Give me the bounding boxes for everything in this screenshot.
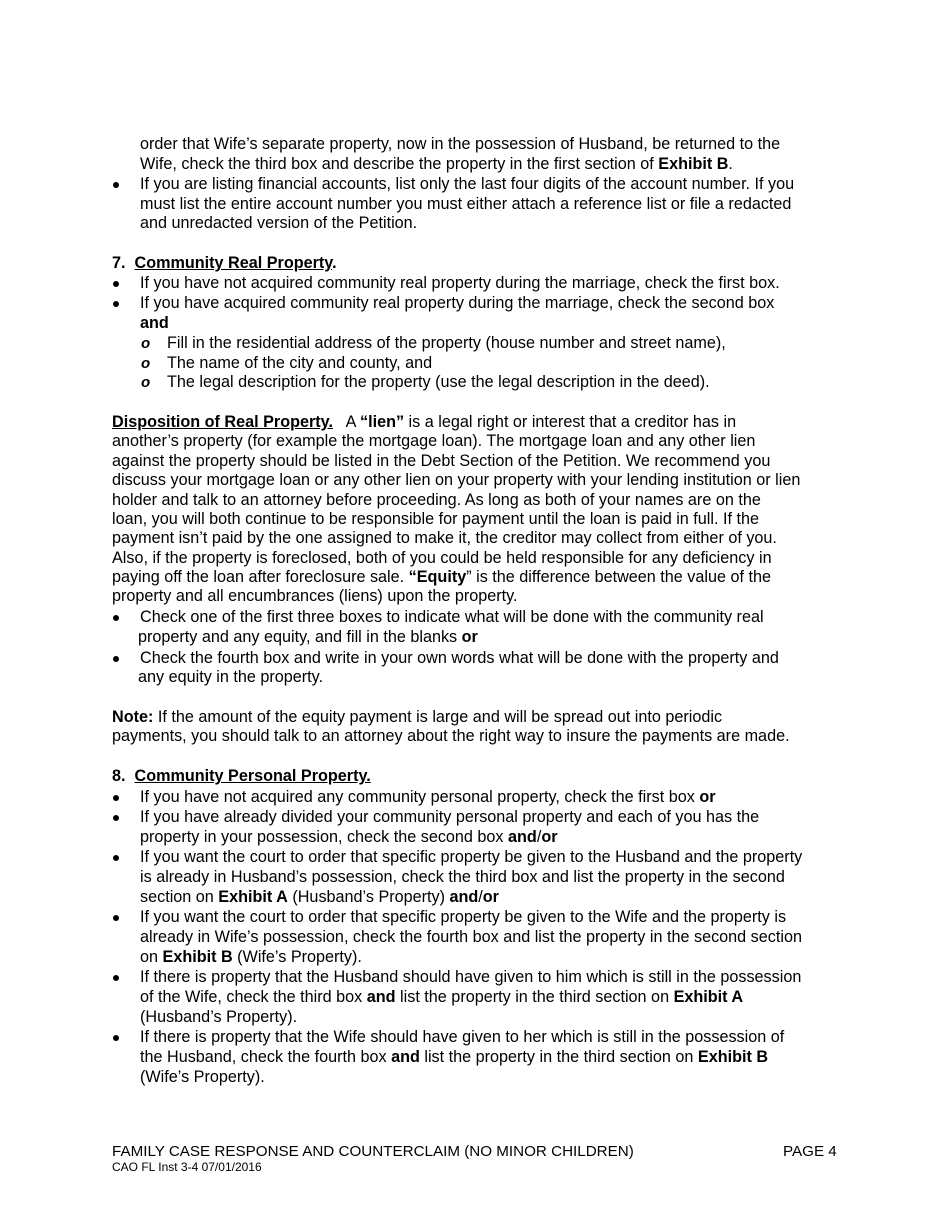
section8-bullet-4-line-1: If you want the court to order that specific property be given to the Wife and the property is <box>140 908 787 926</box>
disposition-bullet-1-line-2: property and any equity, and fill in the blanks or <box>138 628 478 646</box>
sub-bullet-icon: o <box>141 374 151 391</box>
section8-bullet-6-line-2: the Husband, check the fourth box and list the property in the third section on Exhibit B <box>140 1048 769 1066</box>
section8-bullet-5-line-3: (Husband’s Property). <box>140 1008 298 1026</box>
disposition-bullet-2-line-2: any equity in the property. <box>138 668 324 686</box>
bullet-icon <box>113 1035 119 1041</box>
accounts-line-3: and unredacted version of the Petition. <box>140 214 418 232</box>
section7-bullet-1: If you have not acquired community real property during the marriage, check the first box. <box>140 274 780 292</box>
section8-bullet-3-line-1: If you want the court to order that specific property be given to the Husband and the property <box>140 848 803 866</box>
section7-subitem-3: The legal description for the property (use the legal description in the deed). <box>167 373 710 391</box>
disposition-line-4: discuss your mortgage loan or any other lien on your property with your lending institution or lien <box>112 471 801 489</box>
section8-bullet-3-line-3: section on Exhibit A (Husband’s Property) and/or <box>140 888 499 906</box>
bullet-icon <box>113 855 119 861</box>
section7-bullet-2-line-1: If you have acquired community real property during the marriage, check the second box <box>140 294 775 312</box>
disposition-line-7: payment isn’t paid by the one assigned to make it, the creditor may collect from either of you. <box>112 529 777 547</box>
bullet-icon <box>113 301 119 307</box>
disposition-line-8: Also, if the property is foreclosed, both of you could be held responsible for any deficiency in <box>112 549 772 567</box>
section8-bullet-5-line-2: of the Wife, check the third box and list the property in the third section on Exhibit A <box>140 988 744 1006</box>
disposition-line-2: another’s property (for example the mortgage loan). The mortgage loan and any other lien <box>112 432 756 450</box>
section8-bullet-6-line-3: (Wife’s Property). <box>140 1068 265 1086</box>
section7-bullet-2-line-2: and <box>140 314 169 332</box>
section8-bullet-3-line-2: is already in Husband’s possession, check the third box and list the property in the second <box>140 868 785 886</box>
note-line-2: payments, you should talk to an attorney about the right way to insure the payments are made. <box>112 727 790 745</box>
section8-bullet-4-line-3: on Exhibit B (Wife’s Property). <box>140 948 362 966</box>
bullet-icon <box>113 795 119 801</box>
section8-bullet-6-line-1: If there is property that the Wife should have given to her which is still in the possession of <box>140 1028 785 1046</box>
sub-bullet-icon: o <box>141 355 151 372</box>
accounts-line-1: If you are listing financial accounts, list only the last four digits of the account number. If you <box>140 175 795 193</box>
section8-bullet-4-line-2: already in Wife’s possession, check the fourth box and list the property in the second section <box>140 928 802 946</box>
section8-bullet-2-line-1: If you have already divided your community personal property and each of you has the <box>140 808 760 826</box>
bullet-icon <box>113 815 119 821</box>
bullet-icon <box>113 915 119 921</box>
disposition-bullet-2-line-1: Check the fourth box and write in your own words what will be done with the property and <box>140 649 779 667</box>
accounts-line-2: must list the entire account number you must either attach a reference list or file a redacted <box>140 195 792 213</box>
disposition-line-10: property and all encumbrances (liens) upon the property. <box>112 587 518 605</box>
section7-subitem-1: Fill in the residential address of the property (house number and street name), <box>167 334 726 352</box>
continuation-line-1: order that Wife’s separate property, now in the possession of Husband, be returned to the <box>140 135 781 153</box>
bullet-icon <box>113 615 119 621</box>
disposition-line-6: loan, you will both continue to be responsible for payment until the loan is paid in full. If the <box>112 510 759 528</box>
disposition-line-9: paying off the loan after foreclosure sale. “Equity” is the difference between the value of the <box>112 568 771 586</box>
section7-heading: 7. Community Real Property. <box>112 254 337 272</box>
section8-heading: 8. Community Personal Property. <box>112 767 371 785</box>
bullet-icon <box>113 182 119 188</box>
footer-page-number: PAGE 4 <box>783 1143 837 1160</box>
disposition-line-1: Disposition of Real Property. A “lien” is a legal right or interest that a creditor has in <box>112 413 737 431</box>
disposition-line-5: holder and talk to an attorney before proceeding. As long as both of your names are on the <box>112 491 761 509</box>
continuation-line-2: Wife, check the third box and describe the property in the first section of Exhibit B. <box>140 155 733 173</box>
sub-bullet-icon: o <box>141 335 151 352</box>
section7-subitem-2: The name of the city and county, and <box>167 354 433 372</box>
bullet-icon <box>113 975 119 981</box>
disposition-line-3: against the property should be listed in the Debt Section of the Petition. We recommend you <box>112 452 771 470</box>
bullet-icon <box>113 656 119 662</box>
footer-form-code: CAO FL Inst 3-4 07/01/2016 <box>112 1160 262 1174</box>
footer-title: FAMILY CASE RESPONSE AND COUNTERCLAIM (NO MINOR CHILDREN) <box>112 1143 634 1160</box>
section8-bullet-5-line-1: If there is property that the Husband should have given to him which is still in the possession <box>140 968 802 986</box>
note-line-1: Note: If the amount of the equity payment is large and will be spread out into periodic <box>112 708 723 726</box>
section8-bullet-2-line-2: property in your possession, check the second box and/or <box>140 828 558 846</box>
bullet-icon <box>113 281 119 287</box>
disposition-bullet-1-line-1: Check one of the first three boxes to indicate what will be done with the community real <box>140 608 764 626</box>
section8-bullet-1: If you have not acquired any community personal property, check the first box or <box>140 788 716 806</box>
